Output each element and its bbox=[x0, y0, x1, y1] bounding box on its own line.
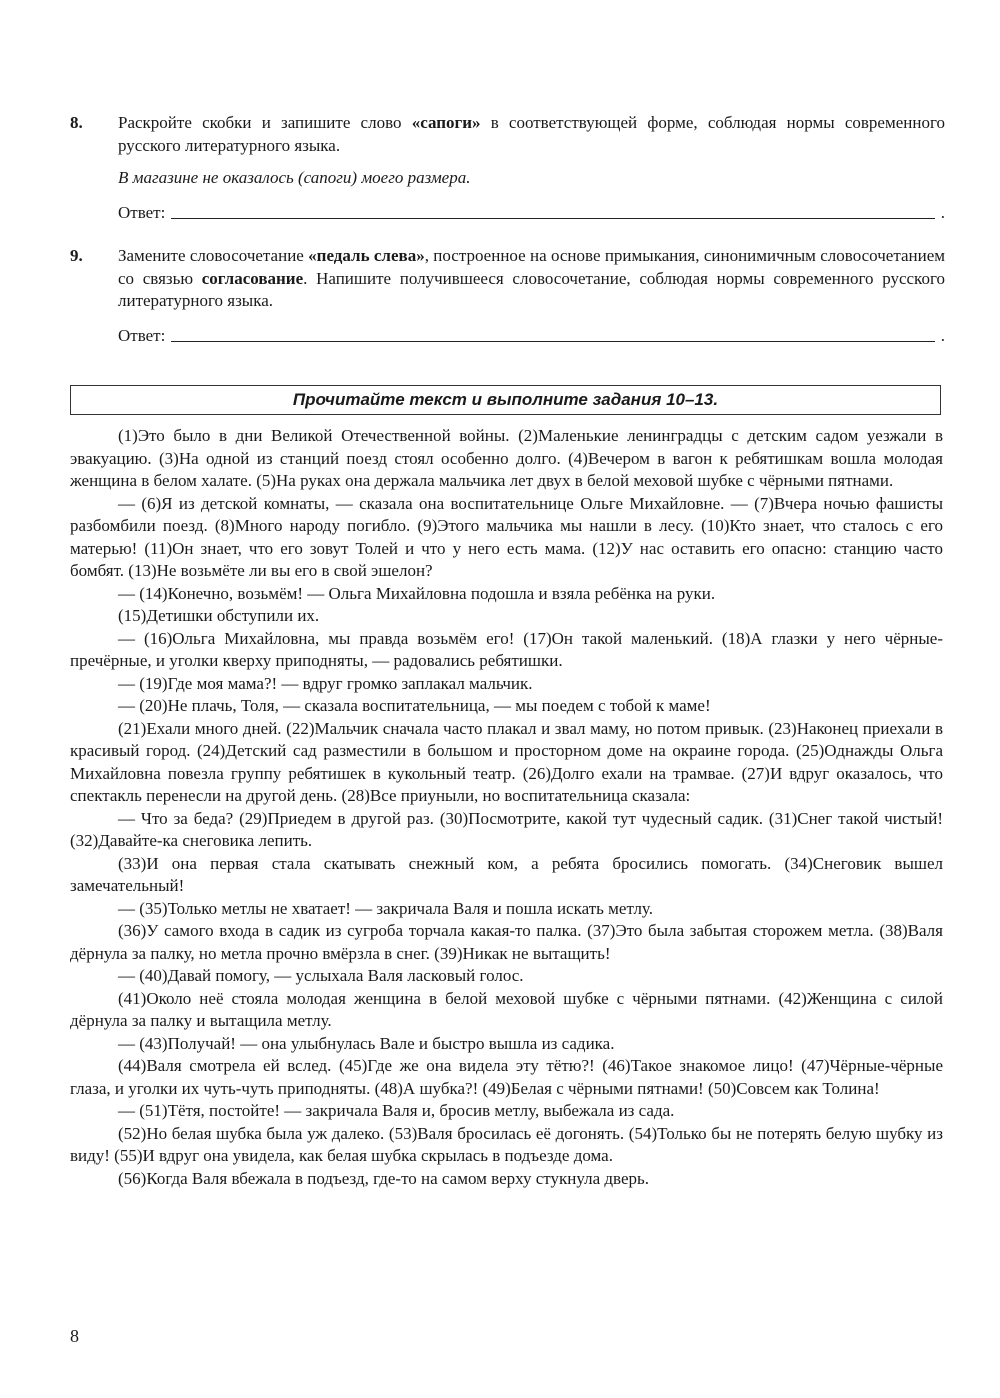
answer-label: Ответ: bbox=[118, 325, 166, 345]
answer-row: Ответ: . bbox=[118, 202, 945, 225]
text-paragraph: — (6)Я из детской комнаты, — сказала она воспитательнице Ольге Михайловне. — (7)Вчера ночью фашисты разбомбили поезд. (8)Много народу погибло. (9)Этого мальчика мы нашли в лесу. (10)Кто знает, что сталось с его матерью! (11)Он знает, что его зовут Толей и что у него есть мама. (12)У нас оставить его опасно: станцию часто бомбят. (13)Не возьмёте ли вы его в свой эшелон? bbox=[70, 493, 943, 580]
text-paragraph: (41)Около неё стояла молодая женщина в белой меховой шубке с чёрными пятнами. (42)Женщина с силой дёрнула за палку и вытащила метлу. bbox=[70, 988, 943, 1030]
text-paragraph: (15)Детишки обступили их. bbox=[118, 606, 320, 625]
text-paragraph: (52)Но белая шубка была уж далеко. (53)Валя бросилась её догонять. (54)Только бы не потерять белую шубку из виду! (55)И вдруг она увидела, как белая шубка скрылась в подъезде дома. bbox=[70, 1123, 943, 1165]
page-number: 8 bbox=[70, 1326, 79, 1346]
text-paragraph: — Что за беда? (29)Приедем в другой раз. (30)Посмотрите, какой тут чудесный садик. (31)Снег такой чистый! (32)Давайте-ка снеговика лепить. bbox=[70, 808, 943, 850]
task-number: 8. bbox=[70, 113, 83, 132]
text-paragraph: — (19)Где моя мама?! — вдруг громко заплакал мальчик. bbox=[118, 673, 533, 693]
text-paragraph: — (20)Не плачь, Толя, — сказала воспитательница, — мы поедем с тобой к маме! bbox=[118, 696, 711, 715]
task-8 bbox=[70, 112, 945, 224]
text-paragraph: (44)Валя смотрела ей вслед. (45)Где же она видела эту тётю?! (46)Такое знакомое лицо! (47)Чёрные-чёрные глаза, и уголки их чуть-чуть приподняты. (48)А шубка?! (49)Белая с чёрными пятнами! (50)Совсем как Толина! bbox=[70, 1056, 943, 1098]
reading-text bbox=[70, 425, 943, 1190]
answer-label: Ответ: bbox=[118, 202, 166, 222]
task-number: 9. bbox=[70, 246, 83, 265]
task-keyword: «сапоги» bbox=[411, 113, 481, 132]
text-paragraph: (36)У самого входа в садик из сугроба торчала какая-то палка. (37)Это была забытая сторожем метла. (38)Валя дёрнула за палку, но метла прочно вмёрзла в снег. (39)Никак не вытащить! bbox=[70, 921, 943, 963]
answer-input-line[interactable] bbox=[171, 340, 934, 342]
task-keyword: «педаль слева» bbox=[308, 246, 425, 265]
text-paragraph: (56)Когда Валя вбежала в подъезд, где-то на самом верху стукнула дверь. bbox=[118, 1168, 650, 1188]
text-paragraph: — (51)Тётя, постойте! — закричала Валя и, бросив метлу, выбежала из сада. bbox=[118, 1101, 675, 1120]
text-paragraph: (21)Ехали много дней. (22)Мальчик сначала часто плакал и звал маму, но потом привык. (23)Наконец приехали в красивый город. (24)Детский сад разместили в большом и просторном доме на окраине города. (25)Однажды Ольга Михайловна повезла группу ребятишек в кукольный театр. (26)Долго ехали на трамвае. (27)И вдруг оказалось, что спектакль перенесли на другой день. (28)Все приуныли, но воспитательница сказала: bbox=[70, 718, 943, 805]
text-paragraph: — (43)Получай! — она улыбнулась Вале и быстро вышла из садика. bbox=[118, 1033, 615, 1053]
answer-input-line[interactable] bbox=[171, 217, 934, 219]
task-keyword: согласование bbox=[201, 268, 304, 288]
task-example: В магазине не оказалось (сапоги) моего размера. bbox=[118, 168, 471, 187]
text-paragraph: — (16)Ольга Михайловна, мы правда возьмём его! (17)Он такой маленький. (18)А глазки у него чёрные-пречёрные, и уголки кверху приподняты, — радовались ребятишки. bbox=[70, 628, 943, 670]
text-paragraph: (1)Это было в дни Великой Отечественной войны. (2)Маленькие ленинградцы с детским садом уезжали в эвакуацию. (3)На одной из станций поезд стоял особенно долго. (4)Вечером в вагон к ребятишкам вошла молодая женщина в белом халате. (5)На руках она держала мальчика лет двух в белой меховой шубке с чёрными пятнами. bbox=[70, 426, 943, 490]
task-text: Замените словосочетание «педаль слева», построенное на основе примыкания, синонимичным словосочетанием со связью согласование. Напишите получившееся словосочетание, соблюдая нормы современного русского литературного языка. bbox=[118, 246, 946, 310]
task-9 bbox=[70, 245, 945, 347]
text-paragraph: — (40)Давай помогу, — услыхала Валя ласковый голос. bbox=[118, 966, 524, 985]
reading-instruction-header: Прочитайте текст и выполните задания 10–13. bbox=[70, 385, 941, 415]
text-paragraph: — (14)Конечно, возьмём! — Ольга Михайловна подошла и взяла ребёнка на руки. bbox=[118, 583, 716, 603]
task-text: Раскройте скобки и запишите слово «сапоги» в соответствующей форме, соблюдая нормы современного русского литературного языка. bbox=[118, 113, 945, 155]
answer-row: Ответ: . bbox=[118, 325, 945, 348]
text-paragraph: — (35)Только метлы не хватает! — закричала Валя и пошла искать метлу. bbox=[118, 898, 653, 918]
text-paragraph: (33)И она первая стала скатывать снежный ком, а ребята бросились помогать. (34)Снеговик вышел замечательный! bbox=[70, 853, 943, 895]
